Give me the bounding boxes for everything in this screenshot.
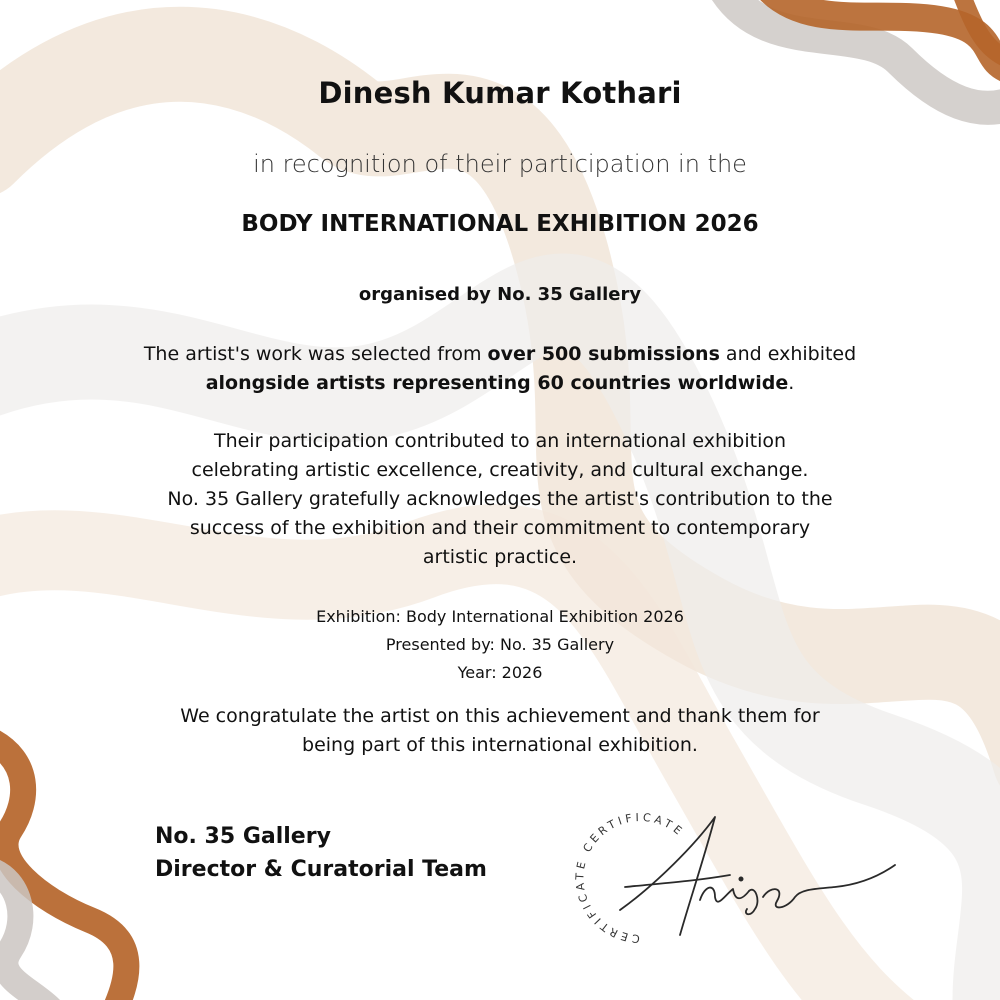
recognition-line: in recognition of their participation in the	[253, 150, 747, 178]
selection-paragraph	[120, 340, 880, 398]
recipient-name: Dinesh Kumar Kothari	[318, 76, 682, 110]
congratulations-line: We congratulate the artist on this achievement and thank them for	[180, 705, 820, 727]
detail-year: Year: 2026	[457, 663, 543, 682]
exhibition-title: BODY INTERNATIONAL EXHIBITION 2026	[241, 211, 759, 237]
congratulations-text	[120, 702, 880, 760]
contribution-line: success of the exhibition and their commitment to contemporary	[189, 517, 811, 539]
handwritten-signature	[620, 817, 895, 935]
selection-text-2: and exhibited	[719, 343, 857, 365]
signatory-team: Director & Curatorial Team	[155, 857, 487, 882]
signatory-block	[155, 820, 487, 886]
congratulations-line: being part of this international exhibition.	[302, 734, 698, 756]
organiser-line: organised by No. 35 Gallery	[358, 284, 642, 305]
contribution-paragraph	[110, 427, 890, 572]
contribution-line: No. 35 Gallery gratefully acknowledges the artist's contribution to the	[167, 488, 833, 510]
exhibition-details	[100, 603, 900, 687]
countries-highlight: alongside artists representing 60 countries worldwide	[205, 372, 789, 394]
submissions-highlight: over 500 submissions	[487, 343, 720, 365]
seal-ring-text: CERTIFICATE CERTIFICATE	[573, 810, 687, 946]
selection-text-1: The artist's work was selected from	[143, 343, 488, 365]
signatory-organisation: No. 35 Gallery	[155, 824, 331, 849]
signature-seal	[565, 805, 905, 955]
selection-text-3: .	[788, 372, 795, 394]
contribution-line: artistic practice.	[422, 546, 578, 568]
detail-presenter: Presented by: No. 35 Gallery	[385, 635, 615, 654]
contribution-line: celebrating artistic excellence, creativity, and cultural exchange.	[191, 459, 809, 481]
contribution-line: Their participation contributed to an international exhibition	[213, 430, 787, 452]
detail-exhibition: Exhibition: Body International Exhibition 2026	[316, 607, 684, 626]
